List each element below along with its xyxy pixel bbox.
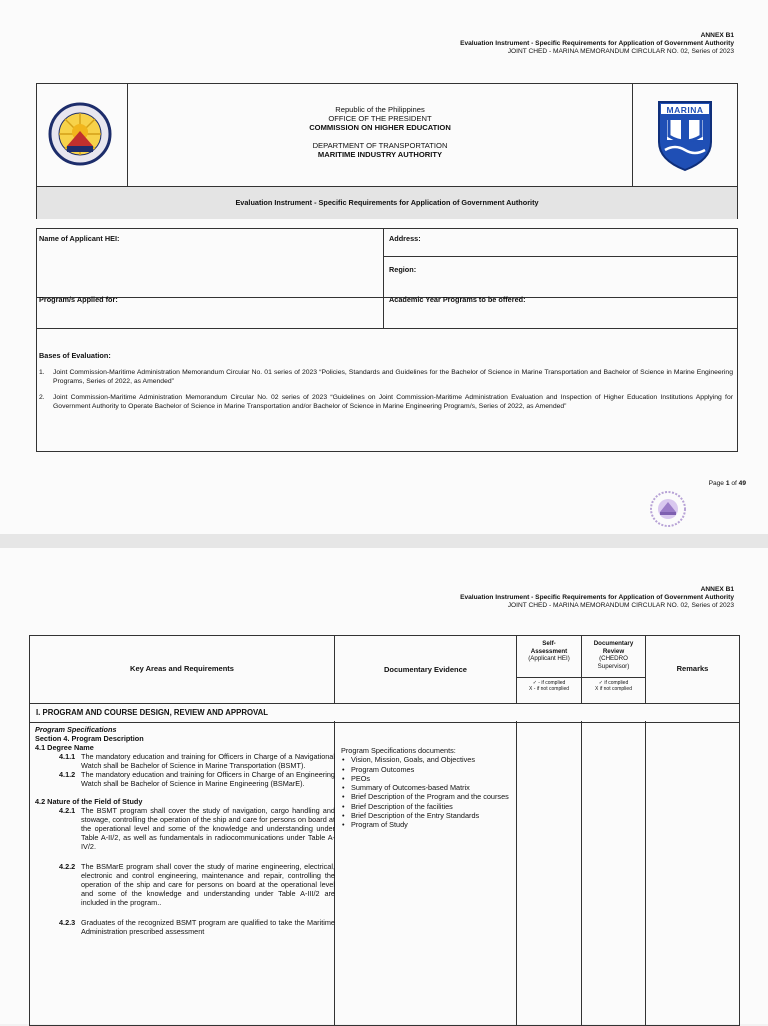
review-legend-1: ✓ if complied <box>598 680 629 686</box>
list-item: • Program of Study <box>351 820 519 829</box>
page-number <box>709 480 746 487</box>
remarks-header <box>646 636 739 703</box>
dotr-line: DEPARTMENT OF TRANSPORTATION <box>312 140 448 150</box>
self-legend-2: X - if not complied <box>528 686 570 692</box>
programs-label: Program/s Applied for: <box>39 295 118 304</box>
clause-number: 4.2.3 <box>59 918 76 927</box>
section-title: I. PROGRAM AND COURSE DESIGN, REVIEW AND APPROVAL <box>36 708 269 717</box>
self-assessment-column <box>517 721 582 1025</box>
clause-number: 4.2.2 <box>59 862 76 871</box>
list-text: Joint Commission-Maritime Administration Memorandum Circular No. 01 series of 2023 “Policies, Standards and Guidelines for the Bachelor of Science in Marine Transportation and Bachelor of Science in Marine Engineering Programs, Series of 2022, as Amended” <box>53 369 733 385</box>
section-4-heading: Section 4. Program Description <box>35 734 144 743</box>
review-title-4: Supervisor) <box>597 662 630 670</box>
annex-circular: JOINT CHED - MARINA MEMORANDUM CIRCULAR NO. 02, Series of 2023 <box>507 48 734 56</box>
review-legend-2: X if not complied <box>595 686 632 692</box>
documentary-review-header <box>582 636 646 703</box>
evidence-list <box>341 755 519 829</box>
annex-title: Evaluation Instrument - Specific Requirements for Application of Government Authority <box>460 40 734 48</box>
list-number: 1. <box>39 369 45 376</box>
list-number: 2. <box>39 394 45 402</box>
list-text: Joint Commission-Maritime Administration Memorandum Circular No. 02 series of 2023 “Guidelines on Joint Commission-Maritime Administration Evaluation and Inspection of Higher Education Institutions Applying for Government Authority to Operate Bachelor of Science in Marine Transportation and/or Bachelor of Science in Marine Engineering Program/s, Series of 2022, as Amended” <box>53 394 733 410</box>
letterhead-text <box>128 84 632 186</box>
self-assessment-header <box>517 636 582 703</box>
list-item: • Brief Description of the Entry Standards <box>351 811 519 820</box>
ched-line: COMMISSION ON HIGHER EDUCATION <box>309 123 451 133</box>
clause-number: 4.2.1 <box>59 806 76 815</box>
self-legend <box>517 677 581 692</box>
marina-logo-cell <box>632 84 737 186</box>
applicant-name-label: Name of Applicant HEI: <box>39 234 120 243</box>
annex-title: Evaluation Instrument - Specific Requirements for Application of Government Authority <box>460 594 734 602</box>
review-title-2: Review <box>602 647 625 655</box>
clause-text: The BSMarE program shall cover the study of marine engineering, electrical, electronic and control engineering, maintenance and repair, controlling the operation of the ship and care for persons on board at the operational level and some of the knowledge and understanding under Table A-III/2 are included in the program.. <box>81 862 335 907</box>
self-title-1: Self- <box>542 640 556 647</box>
annex-label: ANNEX B1 <box>700 586 734 593</box>
ched-seal-icon <box>37 84 127 186</box>
list-item: • Program Outcomes <box>351 765 519 774</box>
self-legend-1: ✓ - if complied <box>532 680 566 686</box>
document-page-2 <box>0 548 768 1024</box>
instrument-title-band: Evaluation Instrument - Specific Requirements for Application of Government Authority <box>37 186 737 219</box>
key-areas-header <box>30 636 335 703</box>
list-item <box>39 369 733 386</box>
applicant-info-box <box>36 228 738 452</box>
address-divider <box>384 256 737 257</box>
annex-circular: JOINT CHED - MARINA MEMORANDUM CIRCULAR NO. 02, Series of 2023 <box>507 602 734 610</box>
list-item <box>59 770 335 788</box>
review-title-1: Documentary <box>593 640 634 647</box>
list-item: • Summary of Outcomes-based Matrix <box>351 783 519 792</box>
annex-header <box>460 586 734 611</box>
clause-text: The BSMT program shall cover the study of navigation, cargo handling and stowage, controlling the operation of the ship and care for persons on board at the operational level and some of the knowledge and understanding under Table A-II/2, as well as fundamentals in radiocommunications under Table A-IV/2. <box>81 806 335 851</box>
key-areas-title: Key Areas and Requirements <box>130 664 234 673</box>
list-item: • Brief Description of the Program and the courses <box>351 792 519 801</box>
evidence-list-title: Program Specifications documents: <box>341 746 456 755</box>
requirements-text <box>35 725 335 936</box>
region-label: Region: <box>389 265 417 274</box>
page-current: 1 <box>725 480 730 487</box>
marina-shield-icon <box>633 84 737 186</box>
bases-label: Bases of Evaluation: <box>39 351 111 360</box>
list-item: • Brief Description of the facilities <box>351 802 519 811</box>
page-gap <box>0 534 768 548</box>
review-title-3: (CHEDRO <box>599 655 628 662</box>
section-4-1-heading: 4.1 Degree Name <box>35 743 94 752</box>
column-divider <box>383 229 384 329</box>
remarks-title: Remarks <box>676 664 709 673</box>
clause-text: The mandatory education and training for Officers in Charge of an Engineering Watch shall be Bachelor of Science in Marine Engineering (BSMarE). <box>81 770 335 788</box>
stamp-seal-icon <box>648 488 688 530</box>
bases-list <box>39 369 733 419</box>
page-of: of <box>729 480 739 487</box>
program-row <box>37 297 737 329</box>
republic-line: Republic of the Philippines <box>335 105 425 114</box>
evidence-text <box>341 746 519 830</box>
evidence-title: Documentary Evidence <box>384 665 467 674</box>
list-item <box>39 394 733 411</box>
review-column <box>582 721 646 1025</box>
clause-number: 4.1.2 <box>59 770 76 779</box>
list-item <box>59 752 335 770</box>
clause-text: Graduates of the recognized BSMT program are qualified to take the Maritime Administration prescribed assessment <box>81 918 335 936</box>
office-line: OFFICE OF THE PRESIDENT <box>328 114 432 124</box>
clause-text: The mandatory education and training for Officers in Charge of a Navigational Watch shall be Bachelor of Science in Marine Transportation (BSMT). <box>81 752 335 770</box>
marina-logo-text: MARINA <box>666 105 704 115</box>
section-4-2-heading: 4.2 Nature of the Field of Study <box>35 797 143 806</box>
section-row <box>30 703 739 723</box>
list-item <box>59 806 335 851</box>
self-title-2: Assessment <box>530 647 568 655</box>
list-item: • PEOs <box>351 774 519 783</box>
list-item <box>59 918 335 936</box>
program-spec-heading: Program Specifications <box>35 725 117 734</box>
list-item <box>59 862 335 907</box>
annex-header <box>460 32 734 57</box>
address-label: Address: <box>389 234 421 243</box>
list-item: • Vision, Mission, Goals, and Objectives <box>351 755 519 764</box>
clause-number: 4.1.1 <box>59 752 76 761</box>
requirements-table <box>29 635 740 1026</box>
ched-logo-cell <box>37 84 128 186</box>
academic-year-label: Academic Year Programs to be offered: <box>389 295 526 304</box>
marina-line: MARITIME INDUSTRY AUTHORITY <box>317 149 443 159</box>
page-total: 49 <box>738 480 746 487</box>
annex-label: ANNEX B1 <box>700 32 734 39</box>
applicant-row <box>37 229 737 298</box>
evidence-header <box>335 636 517 703</box>
letterhead-box <box>36 83 738 219</box>
page-prefix: Page <box>708 480 726 487</box>
self-title-3: (Applicant HEI) <box>528 655 570 662</box>
review-legend <box>582 677 645 692</box>
